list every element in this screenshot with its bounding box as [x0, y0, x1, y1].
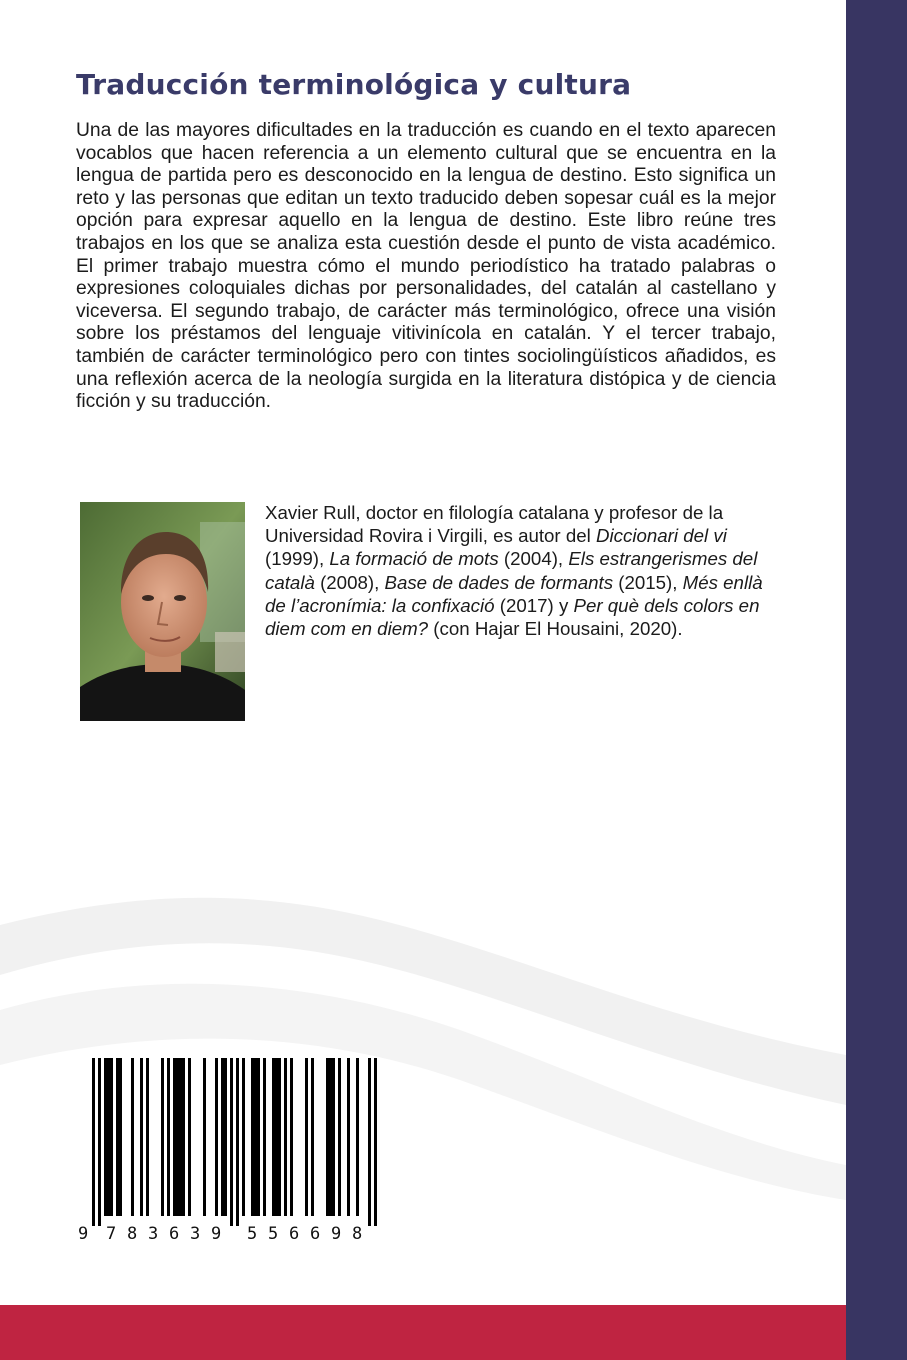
bio-intro: Xavier Rull, doctor en filología catalana y profesor de la Universidad Rovira i Virgili, es autor del	[265, 502, 724, 547]
bottom-color-band	[0, 1305, 846, 1360]
barcode-guard-bar	[230, 1058, 233, 1226]
book-spine-strip	[846, 0, 907, 1360]
barcode-digit: 6	[169, 1224, 180, 1244]
book-title-la-formacio-de-mots: La formació de mots	[329, 548, 499, 570]
book-title-per-que-dels-colors: Per què dels colors en diem com en diem?	[265, 594, 760, 640]
bio-year: (2004),	[498, 548, 569, 570]
author-photo	[80, 502, 245, 721]
barcode-bar	[140, 1058, 143, 1216]
barcode-guard-bar	[374, 1058, 377, 1226]
barcode-bar	[161, 1058, 164, 1216]
barcode-guard-bar	[368, 1058, 371, 1226]
barcode-bar	[290, 1058, 293, 1216]
barcode-digit: 6	[289, 1224, 300, 1244]
barcode-bar	[305, 1058, 308, 1216]
bio-year: (2008),	[314, 571, 385, 593]
bio-year: (1999),	[265, 548, 330, 570]
book-title-confixacio: Més enllà de l’acronímia: la confixació	[265, 571, 763, 616]
bio-year: (2017) y	[494, 594, 574, 616]
barcode-bar	[284, 1058, 287, 1216]
bio-year: (2015),	[613, 571, 683, 593]
barcode-guard-bar	[236, 1058, 239, 1226]
barcode-bar	[263, 1058, 266, 1216]
author-biography	[265, 501, 765, 640]
barcode-digit: 6	[310, 1224, 321, 1244]
barcode-bar	[146, 1058, 149, 1216]
barcode-bar	[221, 1058, 227, 1216]
barcode-digit: 5	[247, 1224, 258, 1244]
book-title-diccionari-del-vi: Diccionari del vi	[595, 525, 727, 547]
barcode-bar	[104, 1058, 113, 1216]
barcode-bars	[78, 1058, 408, 1226]
barcode-bar	[188, 1058, 191, 1216]
barcode-bar	[347, 1058, 350, 1216]
barcode-guard-bar	[92, 1058, 95, 1226]
barcode-bar	[272, 1058, 281, 1216]
barcode-bar	[116, 1058, 122, 1216]
book-description: Una de las mayores dificultades en la traducción es cuando en el texto aparecen vocablos que hacen referencia a un elemento cultural que se encuentra en la lengua de partida pero es desconocido en la lengua de destino. Esto significa un reto y las personas que editan un texto traducido deben sopesar cuál es la mejor opción para expresar aquello en la lengua de destino. Este libro reúne tres trabajos en los que se analiza esta cuestión desde el punto de vista académico. El primer trabajo muestra cómo el mundo periodístico ha tratado palabras o expresiones coloquiales dichas por personalidades, del catalán al castellano y viceversa. El segundo trabajo, de carácter más terminológico, ofrece una visión sobre los préstamos del lenguaje vitivinícola en catalán. Y el tercer trabajo, también de carácter terminológico pero con tintes sociolingüísticos añadidos, es una reflexión acerca de la neología surgida en la literatura distópica y de ciencia ficción y su traducción.	[76, 120, 776, 413]
barcode-bar	[167, 1058, 170, 1216]
barcode-bar	[338, 1058, 341, 1216]
barcode-digit: 9	[211, 1224, 222, 1244]
book-title: Traducción terminológica y cultura	[76, 68, 632, 101]
barcode-digit: 8	[352, 1224, 363, 1244]
barcode-guard-bar	[98, 1058, 101, 1226]
barcode-bar	[356, 1058, 359, 1216]
barcode-digit: 8	[127, 1224, 138, 1244]
barcode-bar	[242, 1058, 245, 1216]
barcode-digit: 9	[331, 1224, 342, 1244]
barcode-digit: 3	[190, 1224, 201, 1244]
barcode-bar	[311, 1058, 314, 1216]
barcode-digits	[78, 1224, 408, 1248]
barcode-bar	[203, 1058, 206, 1216]
barcode-digit: 7	[106, 1224, 117, 1244]
bio-tail: (con Hajar El Housaini, 2020).	[428, 618, 683, 640]
book-title-els-estrangerismes: Els estrangerismes del català	[265, 548, 758, 593]
barcode-bar	[173, 1058, 185, 1216]
barcode-bar	[251, 1058, 260, 1216]
barcode-bar	[131, 1058, 134, 1216]
barcode-bar	[326, 1058, 335, 1216]
barcode-bar	[215, 1058, 218, 1216]
barcode-digit: 9	[78, 1224, 89, 1244]
book-title-base-de-dades: Base de dades de formants	[384, 571, 614, 593]
isbn-barcode	[78, 1058, 408, 1248]
barcode-digit: 5	[268, 1224, 279, 1244]
barcode-digit: 3	[148, 1224, 159, 1244]
